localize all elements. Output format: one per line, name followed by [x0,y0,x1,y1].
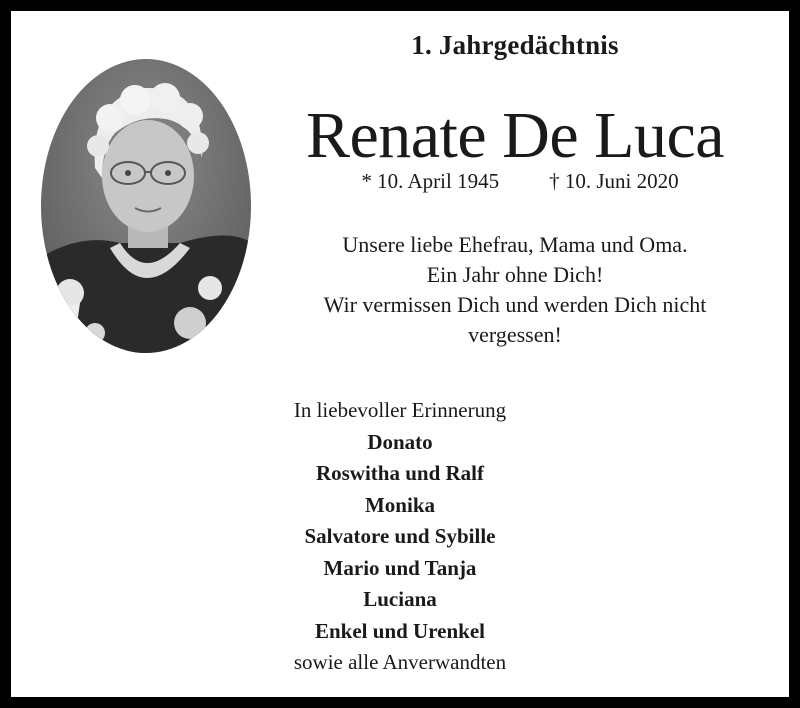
closing-line: sowie alle Anverwandten [293,650,507,674]
message-line: Ein Jahr ohne Dich! [426,262,604,287]
memorial-message [280,230,750,350]
message-line: Unsere liebe Ehefrau, Mama und Oma. [342,232,688,257]
portrait-photo [40,58,252,354]
mourner-name: Donato [367,429,433,454]
mourners-list [240,395,560,679]
birth-date: * 10. April 1945 [361,169,500,193]
mourner-name: Luciana [363,587,437,611]
deceased-name: Renate De Luca [305,99,725,172]
mourner-name: Mario und Tanja [323,555,477,580]
mourner-name: Salvatore und Sybille [304,524,496,548]
message-line: Wir vermissen Dich und werden Dich nicht [323,292,707,317]
mourner-name: Roswitha und Ralf [315,461,485,485]
anniversary-heading: 1. Jahrgedächtnis [411,30,619,60]
life-dates [300,169,740,194]
mourner-name: Enkel und Urenkel [315,618,485,643]
message-line: vergessen! [468,322,562,347]
mourner-name: Monika [364,492,435,517]
remembrance-intro: In liebevoller Erinnerung [293,398,507,422]
death-date: † 10. Juni 2020 [549,169,679,193]
